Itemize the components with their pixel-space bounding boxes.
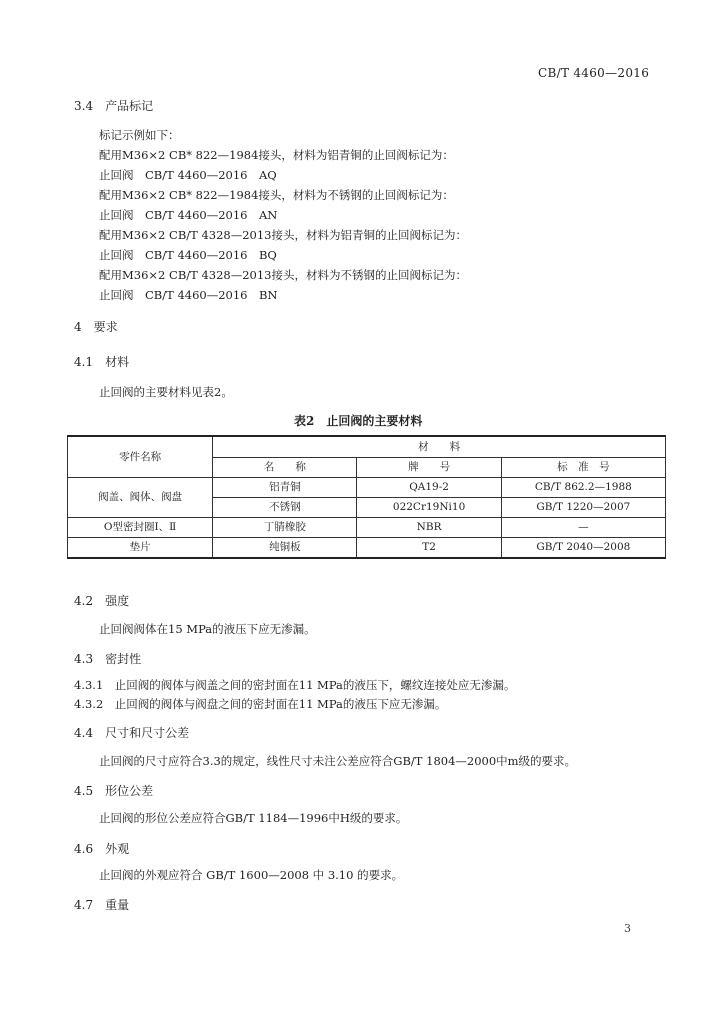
table-cell-part: 阀盖、阀体、阀盘 [68,478,213,518]
section-4-4-title: 4.4 尺寸和尺寸公差 [74,726,190,740]
table-row [68,538,666,559]
section-4-5-title: 4.5 形位公差 [74,784,154,798]
section-4-2-title: 4.2 强度 [74,594,130,608]
section-4-6-title: 4.6 外观 [74,842,130,856]
page-number: 3 [624,922,631,935]
body-line: 止回阀 CB/T 4460—2016 BN [99,288,278,302]
body-line: 止回阀 CB/T 4460—2016 BQ [99,248,277,262]
table-cell-grade: T2 [357,538,501,559]
table-header-part: 零件名称 [68,436,213,478]
table-subheader-name: 名 称 [213,458,357,478]
table-caption: 表2 止回阀的主要材料 [294,414,423,428]
table-cell-part: 垫片 [68,538,213,559]
body-line: 止回阀 CB/T 4460—2016 AN [99,208,278,222]
table-cell-grade: 022Cr19Ni10 [357,498,501,518]
body-line: 配用M36×2 CB* 822—1984接头，材料为铝青铜的止回阀标记为： [99,148,454,162]
table-cell-name: 不锈钢 [213,498,357,518]
table-row [68,518,666,538]
section-4-6-text: 止回阀的外观应符合 GB/T 1600—2008 中 3.10 的要求。 [99,868,404,882]
table-cell-name: 纯铜板 [213,538,357,559]
body-line: 配用M36×2 CB/T 4328—2013接头，材料为铝青铜的止回阀标记为： [99,228,467,242]
body-line: 标记示例如下： [99,128,180,142]
table-cell-part: O型密封圈Ⅰ、Ⅱ [68,518,213,538]
section-3-4-title: 3.4 产品标记 [74,99,154,113]
body-line: 配用M36×2 CB* 822—1984接头，材料为不锈钢的止回阀标记为： [99,188,454,202]
section-4-title: 4 要求 [74,320,118,334]
materials-table [67,435,666,559]
body-line: 配用M36×2 CB/T 4328—2013接头，材料为不锈钢的止回阀标记为： [99,268,467,282]
standard-code: CB/T 4460—2016 [538,66,650,80]
body-line: 止回阀 CB/T 4460—2016 AQ [99,168,277,182]
section-4-3-2: 4.3.2 止回阀的阀体与阀盘之间的密封面在11 MPa的液压下应无渗漏。 [74,697,447,711]
table-subheader-standard: 标 准 号 [501,458,665,478]
section-4-1-title: 4.1 材料 [74,355,130,369]
table-cell-standard: GB/T 2040—2008 [501,538,665,559]
table-row [68,478,666,498]
table-cell-grade: QA19-2 [357,478,501,498]
table-cell-standard: CB/T 862.2—1988 [501,478,665,498]
section-4-2-text: 止回阀阀体在15 MPa的液压下应无渗漏。 [99,622,316,636]
table-cell-name: 丁腈橡胶 [213,518,357,538]
table-cell-grade: NBR [357,518,501,538]
table-subheader-grade: 牌 号 [357,458,501,478]
section-4-3-title: 4.3 密封性 [74,652,142,666]
section-4-7-title: 4.7 重量 [74,898,130,912]
table-cell-standard: — [501,518,665,538]
table-cell-name: 铝青铜 [213,478,357,498]
section-4-5-text: 止回阀的形位公差应符合GB/T 1184—1996中H级的要求。 [99,811,408,825]
section-4-3-1: 4.3.1 止回阀的阀体与阀盖之间的密封面在11 MPa的液压下，螺纹连接处应无渗漏。 [74,678,516,692]
section-4-1-text: 止回阀的主要材料见表2。 [99,385,233,399]
section-4-4-text: 止回阀的尺寸应符合3.3的规定，线性尺寸未注公差应符合GB/T 1804—2000中m级的要求。 [99,754,577,768]
table-cell-standard: GB/T 1220—2007 [501,498,665,518]
table-header-material: 材 料 [213,436,666,458]
